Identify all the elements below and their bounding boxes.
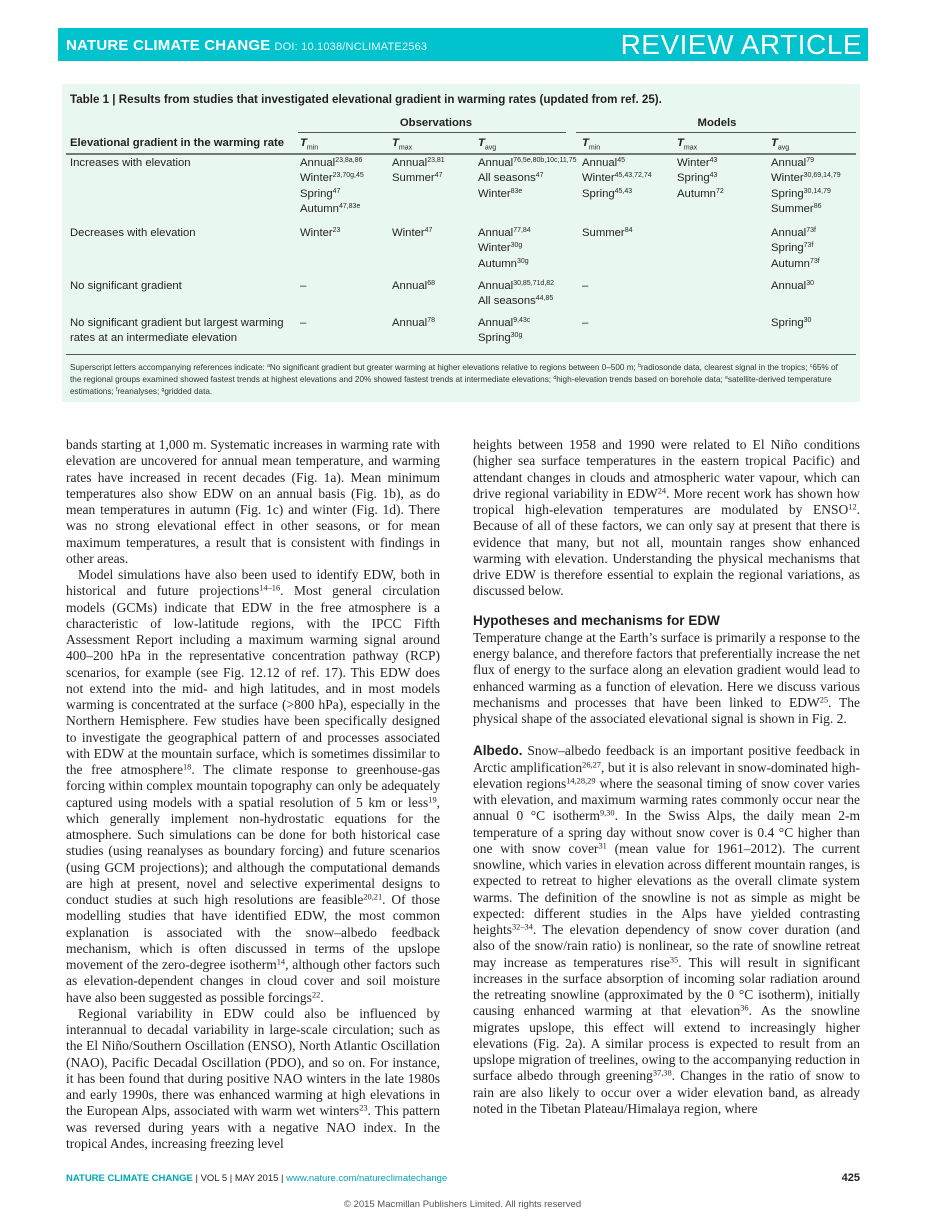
cell-entry: Winter$^{47}$ xyxy=(392,227,433,239)
cell-entry: Annual$^{73f}$ xyxy=(771,227,816,239)
reference-superscript[interactable]: 45,43,72,74 xyxy=(614,172,652,180)
reference-superscript[interactable]: 23,70g,45 xyxy=(332,172,364,180)
cell-entry: Annual$^{30,85,71d,82}$ xyxy=(478,280,555,292)
reference-superscript[interactable]: 73f xyxy=(809,257,820,265)
reference-superscript[interactable]: 30g xyxy=(516,257,529,265)
cell-entry: Spring$^{73f}$ xyxy=(771,242,814,255)
group-models: Models xyxy=(697,117,737,129)
cell-entry: – xyxy=(300,280,307,292)
reference-superscript[interactable]: 73f xyxy=(803,242,814,250)
cell-entry: Spring$^{43}$ xyxy=(677,172,718,185)
reference-superscript[interactable]: 30 xyxy=(806,280,814,288)
reference-superscript[interactable]: 68 xyxy=(427,280,435,288)
reference-superscript[interactable]: 14–16 xyxy=(259,583,281,593)
cell-entry: Winter$^{23,70g,45}$ xyxy=(300,172,364,185)
paragraph: Model simulations have also been used to identify EDW, both in historical and future projections$^{14-16}$. Most general circulation models (GCMs) indicate that EDW in the free atmosphere is a characteristic of low-latitude regions, with the IPCC Fifth Assessment Report including a maximum warming signal around 400–200 hPa in the representative concentration pathway (RCP) scenarios, for example (see Fig. 12.12 of ref. 17). This EDW does not extend into the mid- and high latitudes, and in most models warming is concentrated at the surface (>800 hPa), especially in the Northern Hemisphere. Few studies have been specifically designed to investigate the geographical pattern of and processes associated with EDW at the mountain surface, which is sometimes dissimilar to the free atmosphere$^{18}$. The climate response to greenhouse-gas forcing within complex mountain topography can only be adequately captured using models with a spatial resolution of 5 km or less$^{19}$, which generally implement non-hydrostatic equations for the atmosphere. Such simulations can be done for both historical case studies (using reanalyses as boundary forcing) and future scenarios (using GCM projections); and although the computational demands are high at present, novel and selective experimental designs to conduct studies at such high resolutions are feasible$^{20,21}$. Of those modelling studies that have identified EDW, the most common explanation is associated with the snow–albedo feedback mechanism, which is often discussed in terms of the upslope movement of the zero-degree isotherm$^{14}$, although other factors such as elevation-dependent changes in cloud cover and soil moisture have also been suggested as possible forcings$^{22}$. xyxy=(66,567,440,1005)
page-footer xyxy=(66,1173,860,1184)
reference-superscript[interactable]: b xyxy=(638,363,641,370)
reference-superscript[interactable]: 23,8a,86 xyxy=(335,157,363,165)
reference-superscript[interactable]: 30,85,71d,82 xyxy=(513,280,555,288)
cell-entry: Spring$^{47}$ xyxy=(300,187,341,200)
row-label: No significant gradient xyxy=(70,280,182,292)
table-cell xyxy=(478,279,554,310)
table-cell xyxy=(771,316,811,331)
table-cell xyxy=(300,226,340,241)
section-heading: Hypotheses and mechanisms for EDW xyxy=(473,612,720,628)
cell-entry: Spring$^{30g}$ xyxy=(478,332,523,345)
table-cell xyxy=(478,156,577,202)
table-cell xyxy=(582,316,588,331)
group-observations: Observations xyxy=(399,117,473,129)
footer-meta: | VOL 5 | MAY 2015 | xyxy=(192,1173,287,1184)
table-cell xyxy=(478,226,531,272)
cell-entry: Annual$^{78}$ xyxy=(392,317,435,329)
reference-superscript[interactable]: 31 xyxy=(598,841,607,851)
reference-superscript[interactable]: 47 xyxy=(535,172,544,180)
row-header: Elevational gradient in the warming rate xyxy=(70,137,285,149)
table-cell xyxy=(392,226,432,241)
column-header: $T_{max}$ xyxy=(392,137,413,152)
cell-entry: Spring$^{45,43}$ xyxy=(582,187,633,200)
paragraph-albedo xyxy=(473,743,860,1117)
reference-superscript[interactable]: 44,85 xyxy=(535,295,554,303)
reference-superscript[interactable]: g xyxy=(161,387,165,394)
cell-entry: All seasons$^{47}$ xyxy=(478,172,544,185)
right-column xyxy=(473,437,860,1117)
reference-superscript[interactable]: 86 xyxy=(813,203,822,211)
reference-superscript[interactable]: 43 xyxy=(709,172,718,180)
reference-superscript[interactable]: 18 xyxy=(182,762,192,772)
reference-superscript[interactable]: 30,14,79 xyxy=(803,187,831,195)
reference-superscript[interactable]: 79 xyxy=(806,157,814,165)
footer-journal: NATURE CLIMATE CHANGE xyxy=(66,1173,193,1184)
cell-entry: Annual$^{9,43c}$ xyxy=(478,317,531,329)
table-cell xyxy=(392,279,435,294)
article-type: REVIEW ARTICLE xyxy=(620,29,862,60)
reference-superscript[interactable]: 84 xyxy=(624,227,633,235)
reference-superscript[interactable]: 37,38 xyxy=(652,1068,672,1078)
reference-superscript[interactable]: 47,83e xyxy=(338,203,361,211)
table-cell xyxy=(771,279,814,294)
left-column xyxy=(66,437,440,1152)
reference-superscript[interactable]: f xyxy=(115,387,118,394)
reference-superscript[interactable]: 24 xyxy=(657,486,667,496)
reference-superscript[interactable]: 12 xyxy=(848,502,857,512)
cell-entry: Winter$^{43}$ xyxy=(677,157,718,169)
cell-entry: Summer$^{86}$ xyxy=(771,203,822,216)
column-header: $T_{min}$ xyxy=(300,137,319,152)
reference-superscript[interactable]: 20,21 xyxy=(363,892,383,902)
journal-header-bar xyxy=(58,28,868,61)
journal-title: NATURE CLIMATE CHANGE xyxy=(66,37,271,54)
table-cell xyxy=(300,316,306,331)
cell-entry: Winter$^{45,43,72,74}$ xyxy=(582,172,652,185)
reference-superscript[interactable]: 9,43c xyxy=(513,317,531,325)
paragraph: bands starting at 1,000 m. Systematic increases in warming rate with elevation are uncovered for annual mean temperature, and warming rates have increased in recent decades (Fig. 1a). Mean minimum temperatures also show EDW on an annual basis (Fig. 1b), as do mean temperatures in autumn (Fig. 1c) and winter (Fig. 1d). There was no strong elevational effect in other seasons, or for mean maximum temperatures, a result that is consistent with findings in other areas. xyxy=(66,437,440,566)
table-cell xyxy=(771,156,841,218)
cell-entry: Summer$^{47}$ xyxy=(392,172,443,185)
cell-entry: Winter$^{23}$ xyxy=(300,227,341,239)
reference-superscript[interactable]: a xyxy=(267,363,270,370)
reference-superscript[interactable]: 35 xyxy=(669,954,679,964)
cell-entry: Winter$^{30g}$ xyxy=(478,242,523,255)
reference-superscript[interactable]: 83e xyxy=(510,187,523,195)
reference-superscript[interactable]: 45,43 xyxy=(614,187,633,195)
reference-superscript[interactable]: 32–34 xyxy=(512,922,533,932)
reference-superscript[interactable]: 9,30 xyxy=(599,808,615,818)
table-cell xyxy=(582,279,588,294)
cell-entry: Annual$^{76,5e,80b,10c,11,75}$ xyxy=(478,157,577,169)
column-header: $T_{avg}$ xyxy=(771,137,790,152)
cell-entry: – xyxy=(300,317,307,329)
table-footnote: Superscript letters accompanying references indicate: $^a$No significant gradient but greater warming at higher elevations relative to regions between 0–500 m; $^b$radiosonde data, clearest signal in the tropics; $^c$65% of the regional groups examined showed fastest trends at highest elevations and 20% showed fastest trends at intermediate elevations; $^d$high-elevation trends based on borehole data; $^e$satellite-derived temperature estimations; $^f$reanalyses; $^g$gridded data. xyxy=(70,363,838,396)
cell-entry: Winter$^{83e}$ xyxy=(478,187,523,200)
run-in-heading: Albedo. xyxy=(473,743,523,759)
footer-url-link[interactable]: www.nature.com/natureclimatechange xyxy=(286,1173,448,1184)
cell-entry: Annual$^{77,84}$ xyxy=(478,227,531,239)
cell-entry: Winter$^{30,69,14,79}$ xyxy=(771,172,841,185)
reference-superscript[interactable]: 72 xyxy=(715,187,724,195)
cell-entry: Autumn$^{47,83e}$ xyxy=(300,203,361,216)
cell-entry: Annual$^{23,81}$ xyxy=(392,157,445,169)
reference-superscript[interactable]: c xyxy=(809,363,813,370)
reference-superscript[interactable]: 47 xyxy=(332,187,341,195)
table-cell xyxy=(677,156,724,202)
cell-entry: Autumn$^{30g}$ xyxy=(478,257,529,270)
reference-superscript[interactable]: 30 xyxy=(803,317,812,325)
cell-entry: Summer$^{84}$ xyxy=(582,227,633,239)
cell-entry: Spring$^{30,14,79}$ xyxy=(771,187,831,200)
cell-entry: Autumn$^{73f}$ xyxy=(771,257,820,270)
paragraph: Regional variability in EDW could also be influenced by interannual to decadal variability in large-scale circulation; such as the El Niño/Southern Oscillation (ENSO), North Atlantic Oscillation (NAO), Pacific Decadal Oscillation (PDO), and so on. For instance, it has been found that during positive NAO winters in the late 1980s and early 1990s, there was enhanced warming at high elevations in the European Alps, associated with warm wet winters$^{23}$. This pattern was reversed during years with a negative NAO index. In the tropical Andes, increasing freezing level xyxy=(66,1005,440,1151)
reference-superscript[interactable]: 45 xyxy=(617,157,625,165)
reference-superscript[interactable]: 25 xyxy=(819,695,829,705)
journal-name xyxy=(66,37,427,54)
row-label: Increases with elevation xyxy=(70,157,191,169)
table-cell xyxy=(300,279,306,294)
cell-entry: Autumn$^{72}$ xyxy=(677,187,724,200)
paragraph-text: Snow–albedo feedback is an important positive feedback in Arctic amplification$^{26,27}$, but it is also relevant in snow-dominated high-elevation regions$^{14,28,29}$ where the seasonal timing of snow cover varies with elevation, and maximum warming rates commonly occur near the annual 0 °C isotherm$^{9,30}$. In the Swiss Alps, the daily mean 2-m temperature of a spring day without snow cover is 0.4 °C higher than one with snow cover$^{31}$ (mean value for 1961–2012). The current snowline, which varies in elevation across different mountain ranges, is expected to retreat to higher elevations as the overall climate system warms. The definition of the snowline is not as simple as might be expected: different studies in the Alps have yielded contrasting heights$^{32-34}$. The elevation dependency of snow cover duration (and also of the snow/rain ratio) is nonlinear, so the rate of snowline retreat may increase as temperatures rise$^{35}$. This will result in significant increases in the surface absorption of incoming solar radiation around the retreating snowline (approximated by the 0 °C isotherm), initially causing enhanced warming at that elevation$^{36}$. As the snowline migrates upslope, this effect will extend to increasingly higher elevations (Fig. 2a). A similar process is expected to result from an upslope migration of treelines, owing to the accompanying reduction in surface albedo through greening$^{37,38}$. Changes in the ratio of snow to rain are also likely to occur over a wider elevation band, as already noted in the Tibetan Plateau/Himalaya region, where xyxy=(473,743,861,1116)
table-cell xyxy=(300,156,364,218)
reference-superscript[interactable]: 30,69,14,79 xyxy=(803,172,841,180)
doi[interactable]: DOI: 10.1038/NCLIMATE2563 xyxy=(274,41,428,53)
paragraph: heights between 1958 and 1990 were related to El Niño conditions (higher sea surface temperatures in the eastern tropical Pacific) and attendant changes in clouds and atmospheric water vapour, which can drive regional variability in EDW$^{24}$. More recent work has shown how tropical high-elevation temperatures are modulated by ENSO$^{12}$. Because of all of these factors, we can only say at present that there is evidence that many, but not all, mountain ranges show enhanced warming with elevation. Understanding the physical mechanisms that drive EDW is therefore essential to explain the regional variations, as discussed below. xyxy=(473,437,860,599)
table-cell xyxy=(582,156,652,202)
reference-superscript[interactable]: 19 xyxy=(428,794,437,804)
reference-superscript[interactable]: 78 xyxy=(427,317,435,325)
reference-superscript[interactable]: 22 xyxy=(311,989,321,999)
group-rule xyxy=(576,132,856,133)
reference-superscript[interactable]: d xyxy=(553,375,557,382)
reference-superscript[interactable]: 14,28,29 xyxy=(566,776,596,786)
cell-entry: Annual$^{30}$ xyxy=(771,280,814,292)
header-rule xyxy=(66,153,856,155)
reference-superscript[interactable]: 23 xyxy=(359,1103,368,1113)
table-caption: Table 1 | Results from studies that investigated elevational gradient in warming rates (updated from ref. 25). xyxy=(70,93,662,106)
table-cell xyxy=(392,316,435,331)
table-cell xyxy=(392,156,445,187)
reference-superscript[interactable]: 36 xyxy=(740,1003,749,1013)
column-header: $T_{avg}$ xyxy=(478,137,497,152)
reference-superscript[interactable]: 73f xyxy=(806,227,816,235)
reference-superscript[interactable]: 23 xyxy=(332,227,341,235)
reference-superscript[interactable]: 14 xyxy=(276,957,286,967)
table-bottom-rule xyxy=(66,354,856,355)
cell-entry: Annual$^{45}$ xyxy=(582,157,625,169)
table-cell xyxy=(582,226,632,241)
cell-entry: Annual$^{68}$ xyxy=(392,280,435,292)
reference-superscript[interactable]: 47 xyxy=(424,227,433,235)
page-number: 425 xyxy=(841,1172,860,1184)
table-cell xyxy=(478,316,530,347)
cell-entry: Spring$^{30}$ xyxy=(771,317,812,329)
cell-entry: Annual$^{23,8a,86}$ xyxy=(300,157,363,169)
reference-superscript[interactable]: 76,5e,80b,10c,11,75 xyxy=(513,157,577,165)
reference-superscript[interactable]: 43 xyxy=(709,157,718,165)
cell-entry: – xyxy=(582,280,589,292)
reference-superscript[interactable]: 23,81 xyxy=(427,157,445,165)
reference-superscript[interactable]: 26,27 xyxy=(582,759,601,769)
table-1 xyxy=(62,84,860,402)
cell-entry: Annual$^{79}$ xyxy=(771,157,814,169)
column-header: $T_{min}$ xyxy=(582,137,601,152)
copyright: © 2015 Macmillan Publishers Limited. All rights reserved xyxy=(343,1199,582,1210)
reference-superscript[interactable]: 47 xyxy=(434,172,443,180)
table-cell xyxy=(771,226,820,272)
paragraph: Temperature change at the Earth’s surface is primarily a response to the energy balance, and therefore factors that preferentially increase the net flux of energy to the surface along an elevation gradient would lead to enhanced warming as a function of elevation. Here we discuss various mechanisms and processes that have been linked to EDW$^{25}$. The physical shape of the associated elevational signal is shown in Fig. 2. xyxy=(473,629,860,726)
reference-superscript[interactable]: 77,84 xyxy=(513,227,531,235)
group-rule xyxy=(298,132,566,133)
column-header: $T_{max}$ xyxy=(677,137,698,152)
row-label: No significant gradient but largest warming rates at an intermediate elevation xyxy=(70,317,284,345)
reference-superscript[interactable]: 30g xyxy=(510,242,523,250)
cell-entry: All seasons$^{44,85}$ xyxy=(478,295,554,308)
reference-superscript[interactable]: e xyxy=(725,375,728,382)
row-label: Decreases with elevation xyxy=(70,227,196,239)
reference-superscript[interactable]: 30g xyxy=(510,332,523,340)
cell-entry: – xyxy=(582,317,589,329)
